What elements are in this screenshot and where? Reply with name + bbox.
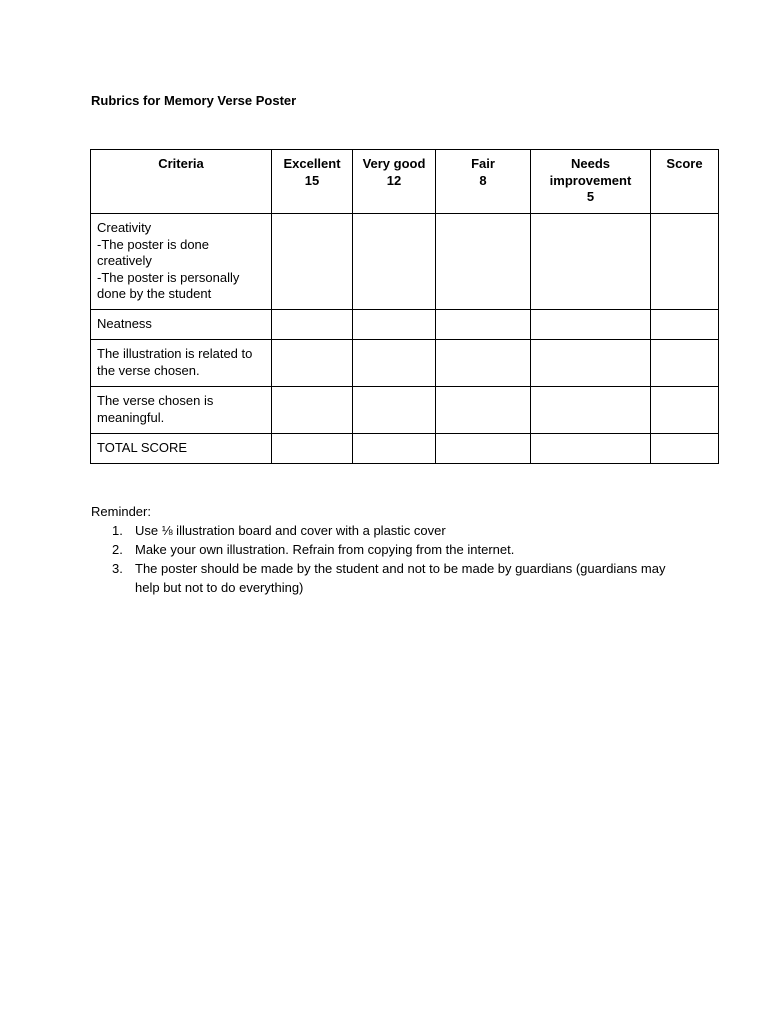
header-points: 8 (479, 172, 487, 188)
rating-cell-very-good (353, 214, 436, 310)
rating-cell-excellent (272, 310, 353, 340)
rating-cell-needs-improvement (531, 214, 651, 310)
rating-cell-needs-improvement (531, 387, 651, 434)
header-points: 12 (386, 172, 402, 188)
criteria-cell: The illustration is related to the verse chosen. (91, 340, 272, 387)
header-points: 5 (586, 189, 595, 205)
list-item-number: 1. (112, 523, 123, 538)
list-item-number: 3. (112, 561, 123, 576)
table-row (91, 340, 719, 387)
rubric-table (90, 149, 719, 464)
score-cell (651, 387, 719, 434)
list-item-number: 2. (112, 542, 123, 557)
criteria-cell: Creativity -The poster is done creatively -The poster is personally done by the student (91, 214, 272, 310)
rating-cell-needs-improvement (531, 434, 651, 464)
header-excellent (272, 150, 353, 214)
criteria-cell: The verse chosen is meaningful. (91, 387, 272, 434)
list-item (91, 559, 691, 597)
score-cell (651, 214, 719, 310)
criteria-cell: Neatness (91, 310, 272, 340)
table-row (91, 387, 719, 434)
header-points: 15 (304, 172, 320, 188)
header-line: Score (666, 156, 703, 171)
header-line: Fair (471, 156, 495, 171)
rating-cell-needs-improvement (531, 310, 651, 340)
list-item-text: The poster should be made by the student and not to be made by guardians (guardians may help but not to do everything) (135, 561, 666, 595)
rating-cell-very-good (353, 387, 436, 434)
rating-cell-very-good (353, 434, 436, 464)
list-item (91, 521, 691, 540)
header-very-good (353, 150, 436, 214)
score-cell (651, 434, 719, 464)
list-item-text: Make your own illustration. Refrain from copying from the internet. (135, 542, 515, 557)
header-line: Very good (362, 156, 426, 171)
rating-cell-very-good (353, 310, 436, 340)
header-needs-improvement (531, 150, 651, 214)
header-criteria (91, 150, 272, 214)
rating-cell-fair (436, 214, 531, 310)
table-row (91, 434, 719, 464)
rating-cell-excellent (272, 214, 353, 310)
rating-cell-needs-improvement (531, 340, 651, 387)
criteria-cell: TOTAL SCORE (91, 434, 272, 464)
rating-cell-fair (436, 387, 531, 434)
list-item-text: Use ⅛ illustration board and cover with a plastic cover (135, 523, 446, 538)
header-line: Criteria (158, 156, 204, 171)
header-score (651, 150, 719, 214)
table-row (91, 214, 719, 310)
header-fair (436, 150, 531, 214)
rating-cell-fair (436, 340, 531, 387)
rating-cell-fair (436, 310, 531, 340)
header-line: Needs (570, 156, 611, 171)
rating-cell-excellent (272, 434, 353, 464)
header-line: improvement (549, 172, 632, 188)
rating-cell-very-good (353, 340, 436, 387)
table-header-row (91, 150, 719, 214)
score-cell (651, 310, 719, 340)
reminder-list (91, 521, 691, 597)
reminder-heading: Reminder: (91, 504, 151, 519)
rating-cell-fair (436, 434, 531, 464)
reminder-section (91, 502, 691, 597)
header-line: Excellent (283, 156, 341, 171)
score-cell (651, 340, 719, 387)
list-item (91, 540, 691, 559)
rating-cell-excellent (272, 340, 353, 387)
document-title: Rubrics for Memory Verse Poster (91, 93, 297, 108)
table-row (91, 310, 719, 340)
rating-cell-excellent (272, 387, 353, 434)
